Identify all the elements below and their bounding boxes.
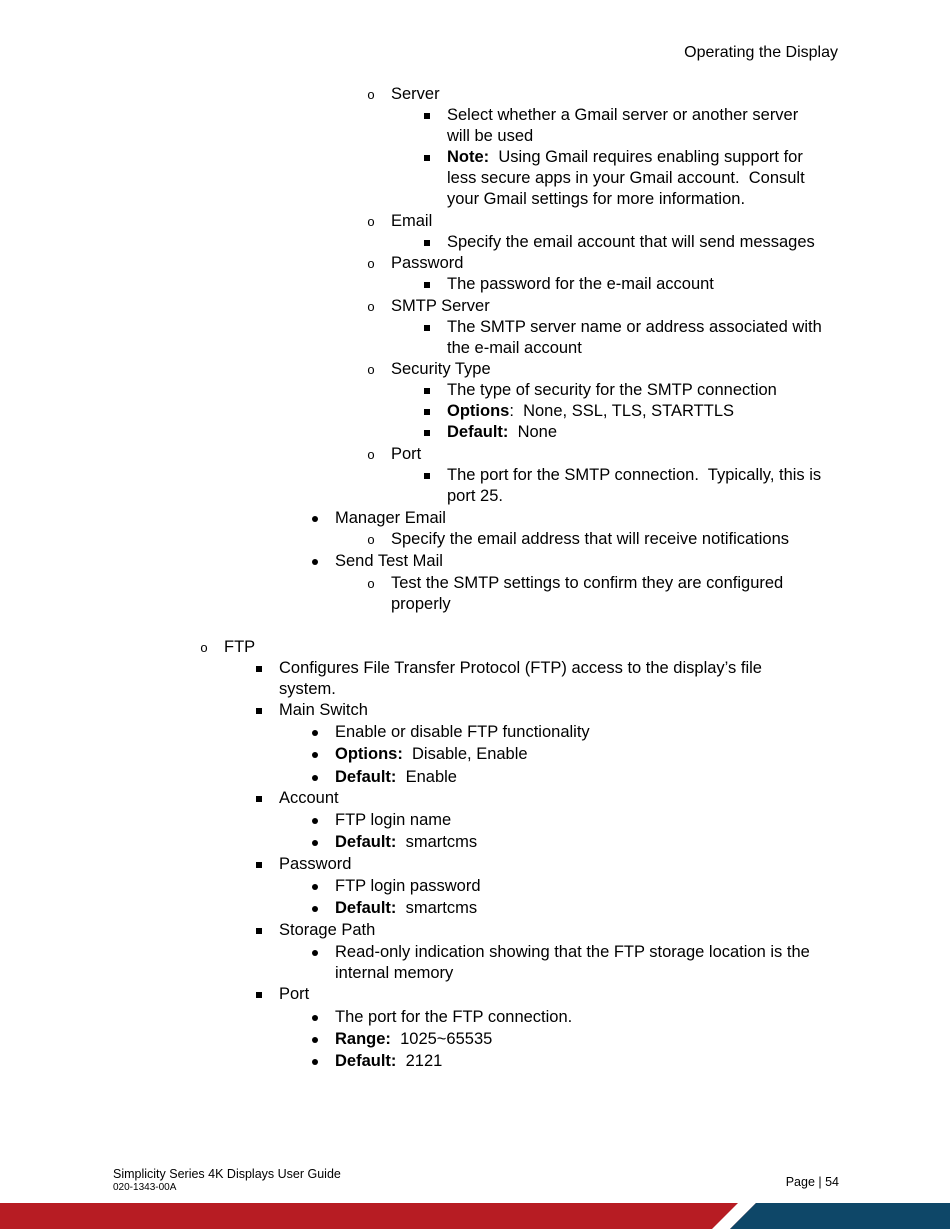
square-bullet-icon bbox=[251, 787, 267, 808]
list-item bbox=[367, 359, 491, 380]
list-item bbox=[335, 810, 451, 831]
item-text: will be used bbox=[447, 127, 534, 145]
bold-label: Options bbox=[447, 402, 510, 420]
list-item bbox=[335, 832, 477, 853]
list-item bbox=[335, 898, 477, 919]
item-text: Select whether a Gmail server or another server bbox=[447, 106, 799, 124]
circle-bullet-icon: o bbox=[367, 87, 375, 102]
circle-bullet-icon: o bbox=[367, 532, 375, 547]
circle-bullet-icon: o bbox=[367, 576, 375, 591]
item-text: Configures File Transfer Protocol (FTP) access to the display’s file bbox=[279, 659, 762, 677]
item-text: Specify the email account that will send messages bbox=[447, 233, 815, 251]
item-text: internal memory bbox=[335, 964, 454, 982]
dot-bullet-icon bbox=[307, 897, 323, 918]
list-item bbox=[279, 658, 762, 679]
item-text: Specify the email address that will receive notifications bbox=[391, 530, 790, 548]
dot-bullet-icon bbox=[307, 550, 323, 571]
square-bullet-icon bbox=[419, 400, 435, 421]
dot-bullet-icon bbox=[307, 766, 323, 787]
item-text: Security Type bbox=[391, 360, 491, 378]
dot-bullet-icon bbox=[307, 721, 323, 742]
dot-bullet-icon bbox=[307, 809, 323, 830]
footer-left bbox=[113, 1167, 341, 1193]
item-text: smartcms bbox=[396, 899, 478, 917]
item-text: port 25. bbox=[447, 487, 503, 505]
item-text: properly bbox=[391, 595, 451, 613]
list-item bbox=[367, 573, 784, 594]
list-item-continuation bbox=[279, 679, 336, 700]
square-bullet-icon bbox=[251, 699, 267, 720]
list-item bbox=[367, 444, 422, 465]
list-item bbox=[335, 1051, 442, 1072]
dot-bullet-icon bbox=[307, 1028, 323, 1049]
list-item-continuation bbox=[447, 338, 582, 359]
bold-label: Default: bbox=[335, 768, 397, 786]
item-text: Manager Email bbox=[335, 509, 446, 527]
list-item bbox=[447, 380, 777, 401]
item-text: Password bbox=[391, 254, 464, 272]
list-item bbox=[335, 508, 446, 529]
item-text: FTP login password bbox=[335, 877, 481, 895]
item-text: Enable bbox=[396, 768, 457, 786]
item-text: Enable or disable FTP functionality bbox=[335, 723, 590, 741]
list-item bbox=[279, 920, 375, 941]
list-item bbox=[447, 465, 821, 486]
list-item bbox=[447, 317, 822, 338]
list-item-continuation bbox=[447, 189, 745, 210]
list-item bbox=[335, 942, 810, 963]
bold-label: Default: bbox=[335, 1052, 397, 1070]
list-item bbox=[279, 984, 309, 1005]
list-item bbox=[447, 401, 734, 422]
item-text: Account bbox=[279, 789, 339, 807]
square-bullet-icon bbox=[419, 421, 435, 442]
list-item bbox=[335, 551, 443, 572]
bold-label: Default: bbox=[335, 899, 397, 917]
list-item bbox=[367, 211, 433, 232]
item-text: the e-mail account bbox=[447, 339, 582, 357]
square-bullet-icon bbox=[251, 919, 267, 940]
item-text: smartcms bbox=[396, 833, 478, 851]
item-text: less secure apps in your Gmail account. Consult bbox=[447, 169, 805, 187]
square-bullet-icon bbox=[419, 379, 435, 400]
item-text: system. bbox=[279, 680, 336, 698]
item-text: None bbox=[508, 423, 558, 441]
item-text: 1025~65535 bbox=[390, 1030, 493, 1048]
list-item bbox=[335, 767, 457, 788]
item-text: FTP bbox=[224, 638, 256, 656]
list-item bbox=[447, 147, 803, 168]
item-text: Using Gmail requires enabling support for bbox=[489, 148, 803, 166]
item-text: SMTP Server bbox=[391, 297, 490, 315]
circle-bullet-icon: o bbox=[367, 299, 375, 314]
item-text: your Gmail settings for more information. bbox=[447, 190, 746, 208]
item-text: FTP login name bbox=[335, 811, 452, 829]
footer-color-band bbox=[0, 1203, 950, 1229]
list-item bbox=[367, 84, 440, 105]
item-text: The port for the FTP connection. bbox=[335, 1008, 573, 1026]
list-item bbox=[447, 232, 815, 253]
bold-label: Range: bbox=[335, 1030, 391, 1048]
square-bullet-icon bbox=[419, 464, 435, 485]
item-text: Send Test Mail bbox=[335, 552, 443, 570]
item-text: The type of security for the SMTP connection bbox=[447, 381, 777, 399]
bold-label: Options: bbox=[335, 745, 403, 763]
item-text: Main Switch bbox=[279, 701, 368, 719]
footer-guide-title: Simplicity Series 4K Displays User Guide bbox=[113, 1167, 341, 1181]
item-text: Port bbox=[279, 985, 310, 1003]
item-text: : None, SSL, TLS, STARTTLS bbox=[509, 402, 735, 420]
item-text: Port bbox=[391, 445, 422, 463]
item-text: Read-only indication showing that the FTP storage location is the bbox=[335, 943, 810, 961]
list-item bbox=[367, 296, 490, 317]
circle-bullet-icon: o bbox=[367, 362, 375, 377]
item-text: The password for the e-mail account bbox=[447, 275, 714, 293]
circle-bullet-icon: o bbox=[367, 447, 375, 462]
dot-bullet-icon bbox=[307, 831, 323, 852]
list-item bbox=[335, 722, 590, 743]
circle-bullet-icon: o bbox=[367, 214, 375, 229]
footer-doc-code: 020-1343-00A bbox=[113, 1182, 177, 1193]
dot-bullet-icon bbox=[307, 941, 323, 962]
dot-bullet-icon bbox=[307, 743, 323, 764]
list-item bbox=[279, 700, 368, 721]
circle-bullet-icon: o bbox=[367, 256, 375, 271]
square-bullet-icon bbox=[419, 273, 435, 294]
item-text: Server bbox=[391, 85, 440, 103]
circle-bullet-icon: o bbox=[200, 640, 208, 655]
list-item-continuation bbox=[391, 594, 451, 615]
item-text: Storage Path bbox=[279, 921, 376, 939]
bold-label: Note: bbox=[447, 148, 490, 166]
square-bullet-icon bbox=[419, 316, 435, 337]
square-bullet-icon bbox=[419, 231, 435, 252]
list-item bbox=[279, 854, 351, 875]
item-text: Test the SMTP settings to confirm they are configured bbox=[391, 574, 784, 592]
dot-bullet-icon bbox=[307, 507, 323, 528]
bold-label: Default: bbox=[335, 833, 397, 851]
item-text: The SMTP server name or address associated with bbox=[447, 318, 822, 336]
dot-bullet-icon bbox=[307, 875, 323, 896]
dot-bullet-icon bbox=[307, 1050, 323, 1071]
bold-label: Default: bbox=[447, 423, 509, 441]
list-item bbox=[200, 637, 256, 658]
list-item-continuation bbox=[447, 168, 805, 189]
list-item-continuation bbox=[335, 963, 453, 984]
footer-page-number: Page | 54 bbox=[785, 1175, 839, 1189]
item-text: 2121 bbox=[396, 1052, 443, 1070]
list-item bbox=[335, 1029, 492, 1050]
square-bullet-icon bbox=[251, 853, 267, 874]
item-text: The port for the SMTP connection. Typically, this is bbox=[447, 466, 822, 484]
square-bullet-icon bbox=[419, 146, 435, 167]
footer-band-blue bbox=[730, 1203, 950, 1229]
item-text: Email bbox=[391, 212, 433, 230]
item-text: Disable, Enable bbox=[402, 745, 528, 763]
square-bullet-icon bbox=[251, 983, 267, 1004]
item-text: Password bbox=[279, 855, 352, 873]
page-header-title: Operating the Display bbox=[684, 44, 838, 61]
list-item bbox=[367, 529, 790, 550]
list-item-continuation bbox=[447, 126, 533, 147]
square-bullet-icon bbox=[419, 104, 435, 125]
list-item bbox=[367, 253, 464, 274]
list-item bbox=[447, 274, 714, 295]
list-item-continuation bbox=[447, 486, 503, 507]
list-item bbox=[335, 876, 481, 897]
list-item bbox=[447, 422, 557, 443]
list-item bbox=[447, 105, 798, 126]
list-item bbox=[335, 1007, 572, 1028]
list-item bbox=[335, 744, 528, 765]
dot-bullet-icon bbox=[307, 1006, 323, 1027]
square-bullet-icon bbox=[251, 657, 267, 678]
list-item bbox=[279, 788, 339, 809]
